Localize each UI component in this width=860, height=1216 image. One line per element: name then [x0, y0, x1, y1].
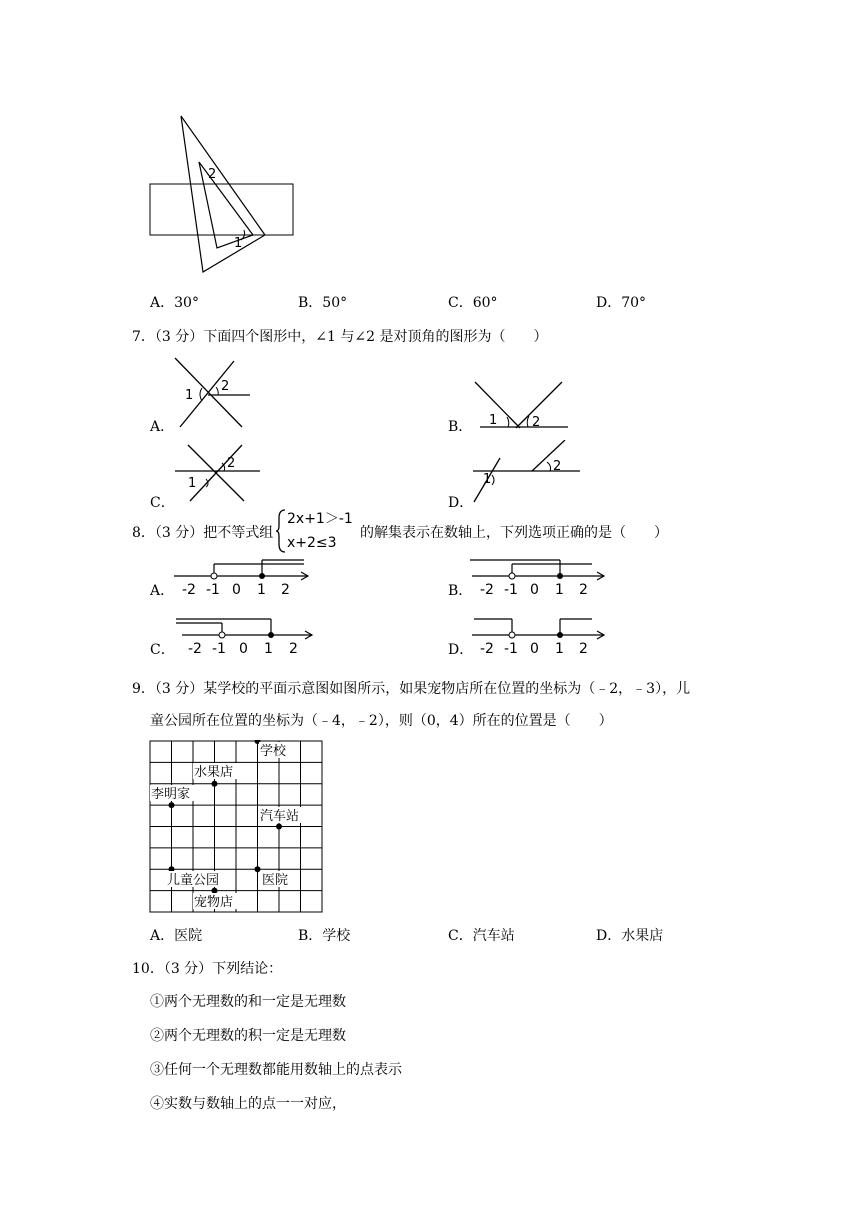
q10-item-3: ③任何一个无理数都能用数轴上的点表示 — [150, 1062, 402, 1078]
svg-text:-2: -2 — [480, 582, 494, 598]
svg-text:2: 2 — [553, 459, 562, 474]
svg-text:-2: -2 — [480, 641, 494, 657]
q8-option-a-letter[interactable]: A． — [150, 583, 175, 599]
q9-stem-line2: 童公园所在位置的坐标为（﹣4，﹣2），则（0，4）所在的位置是（ ） — [150, 713, 613, 729]
svg-text:-2: -2 — [188, 641, 202, 657]
q9-option-d[interactable]: D．水果店 — [596, 928, 664, 944]
q8-numberline-b — [470, 556, 610, 598]
q6-option-c[interactable]: C．60° — [448, 295, 498, 311]
map-point-pet — [212, 888, 218, 894]
q8-numberline-a — [172, 556, 312, 598]
svg-text:1: 1 — [489, 413, 498, 428]
q8-option-b-letter[interactable]: B． — [448, 583, 473, 599]
svg-text:0: 0 — [530, 641, 539, 657]
svg-text:0: 0 — [232, 582, 241, 598]
q6-option-a[interactable]: A．30° — [150, 295, 199, 311]
q6-option-d[interactable]: D．70° — [596, 295, 647, 311]
svg-text:1: 1 — [555, 641, 564, 657]
q6-angle1-label: 1 — [234, 236, 243, 251]
q8-stem-suffix: 的解集表示在数轴上，下列选项正确的是（ ） — [360, 525, 668, 541]
svg-text:-1: -1 — [504, 582, 518, 598]
svg-text:2: 2 — [532, 415, 541, 430]
map-label-bus: 汽车站 — [260, 809, 300, 824]
q8-stem-prefix: 8．（3 分）把不等式组 — [132, 525, 274, 541]
q7-figure-d — [470, 440, 585, 505]
q9-stem-line1: 9．（3 分）某学校的平面示意图如图所示，如果宠物店所在位置的坐标为（﹣2，﹣3），儿 — [132, 681, 691, 697]
q10-item-1: ①两个无理数的和一定是无理数 — [150, 994, 346, 1010]
q7-option-d-letter[interactable]: D． — [448, 495, 474, 511]
q7-figure-b — [470, 380, 570, 430]
q7-figure-a — [172, 355, 252, 430]
svg-text:2: 2 — [579, 641, 588, 657]
q7-option-b-letter[interactable]: B． — [448, 419, 473, 435]
svg-text:0: 0 — [239, 641, 248, 657]
map-point-bus — [276, 824, 282, 830]
svg-text:1: 1 — [555, 582, 564, 598]
q9-option-a[interactable]: A．医院 — [150, 928, 203, 944]
q9-option-b[interactable]: B．学校 — [298, 928, 351, 944]
map-label-hospital: 医院 — [262, 873, 289, 888]
q8-option-d-letter[interactable]: D． — [448, 642, 474, 658]
svg-text:2: 2 — [221, 379, 230, 394]
svg-text:2: 2 — [579, 582, 588, 598]
svg-text:-2: -2 — [182, 582, 196, 598]
map-label-li: 李明家 — [151, 787, 191, 802]
map-label-school: 学校 — [260, 744, 287, 759]
q8-option-c-letter[interactable]: C． — [150, 642, 175, 658]
q8-inequality-2: x+2≤3 — [287, 535, 337, 551]
svg-text:1: 1 — [257, 582, 266, 598]
svg-text:-1: -1 — [504, 641, 518, 657]
q6-triangle-figure — [140, 110, 310, 280]
q8-brace — [275, 508, 287, 554]
map-point-fruit — [212, 781, 218, 787]
svg-text:-1: -1 — [206, 582, 220, 598]
q9-school-map — [149, 740, 325, 916]
svg-text:0: 0 — [530, 582, 539, 598]
map-point-hospital — [255, 866, 261, 872]
svg-text:1: 1 — [188, 476, 197, 491]
q8-numberline-d — [470, 615, 610, 657]
q10-stem: 10．（3 分）下列结论： — [132, 961, 283, 977]
q8-numberline-c — [172, 615, 317, 657]
q6-angle2-label: 2 — [208, 167, 217, 182]
q7-figure-c — [172, 443, 262, 505]
q9-option-c[interactable]: C．汽车站 — [448, 928, 515, 944]
q10-item-2: ②两个无理数的积一定是无理数 — [150, 1028, 346, 1044]
q7-option-c-letter[interactable]: C． — [150, 495, 175, 511]
svg-text:2: 2 — [227, 456, 236, 471]
svg-text:-1: -1 — [212, 641, 226, 657]
q6-option-b[interactable]: B．50° — [298, 295, 348, 311]
map-label-park: 儿童公园 — [167, 873, 220, 888]
svg-text:1: 1 — [264, 641, 273, 657]
map-point-li — [169, 802, 175, 808]
svg-text:2: 2 — [281, 582, 290, 598]
svg-text:2: 2 — [289, 641, 298, 657]
svg-text:1: 1 — [185, 388, 194, 403]
q10-item-4: ④实数与数轴上的点一一对应， — [150, 1096, 346, 1112]
map-label-fruit: 水果店 — [194, 765, 234, 780]
q7-option-a-letter[interactable]: A． — [150, 419, 175, 435]
svg-text:1: 1 — [483, 472, 492, 487]
q7-stem: 7．（3 分）下面四个图形中，∠1 与∠2 是对顶角的图形为（ ） — [132, 329, 548, 345]
map-label-pet: 宠物店 — [194, 895, 234, 910]
q8-inequality-1: 2x+1＞-1 — [287, 511, 353, 527]
